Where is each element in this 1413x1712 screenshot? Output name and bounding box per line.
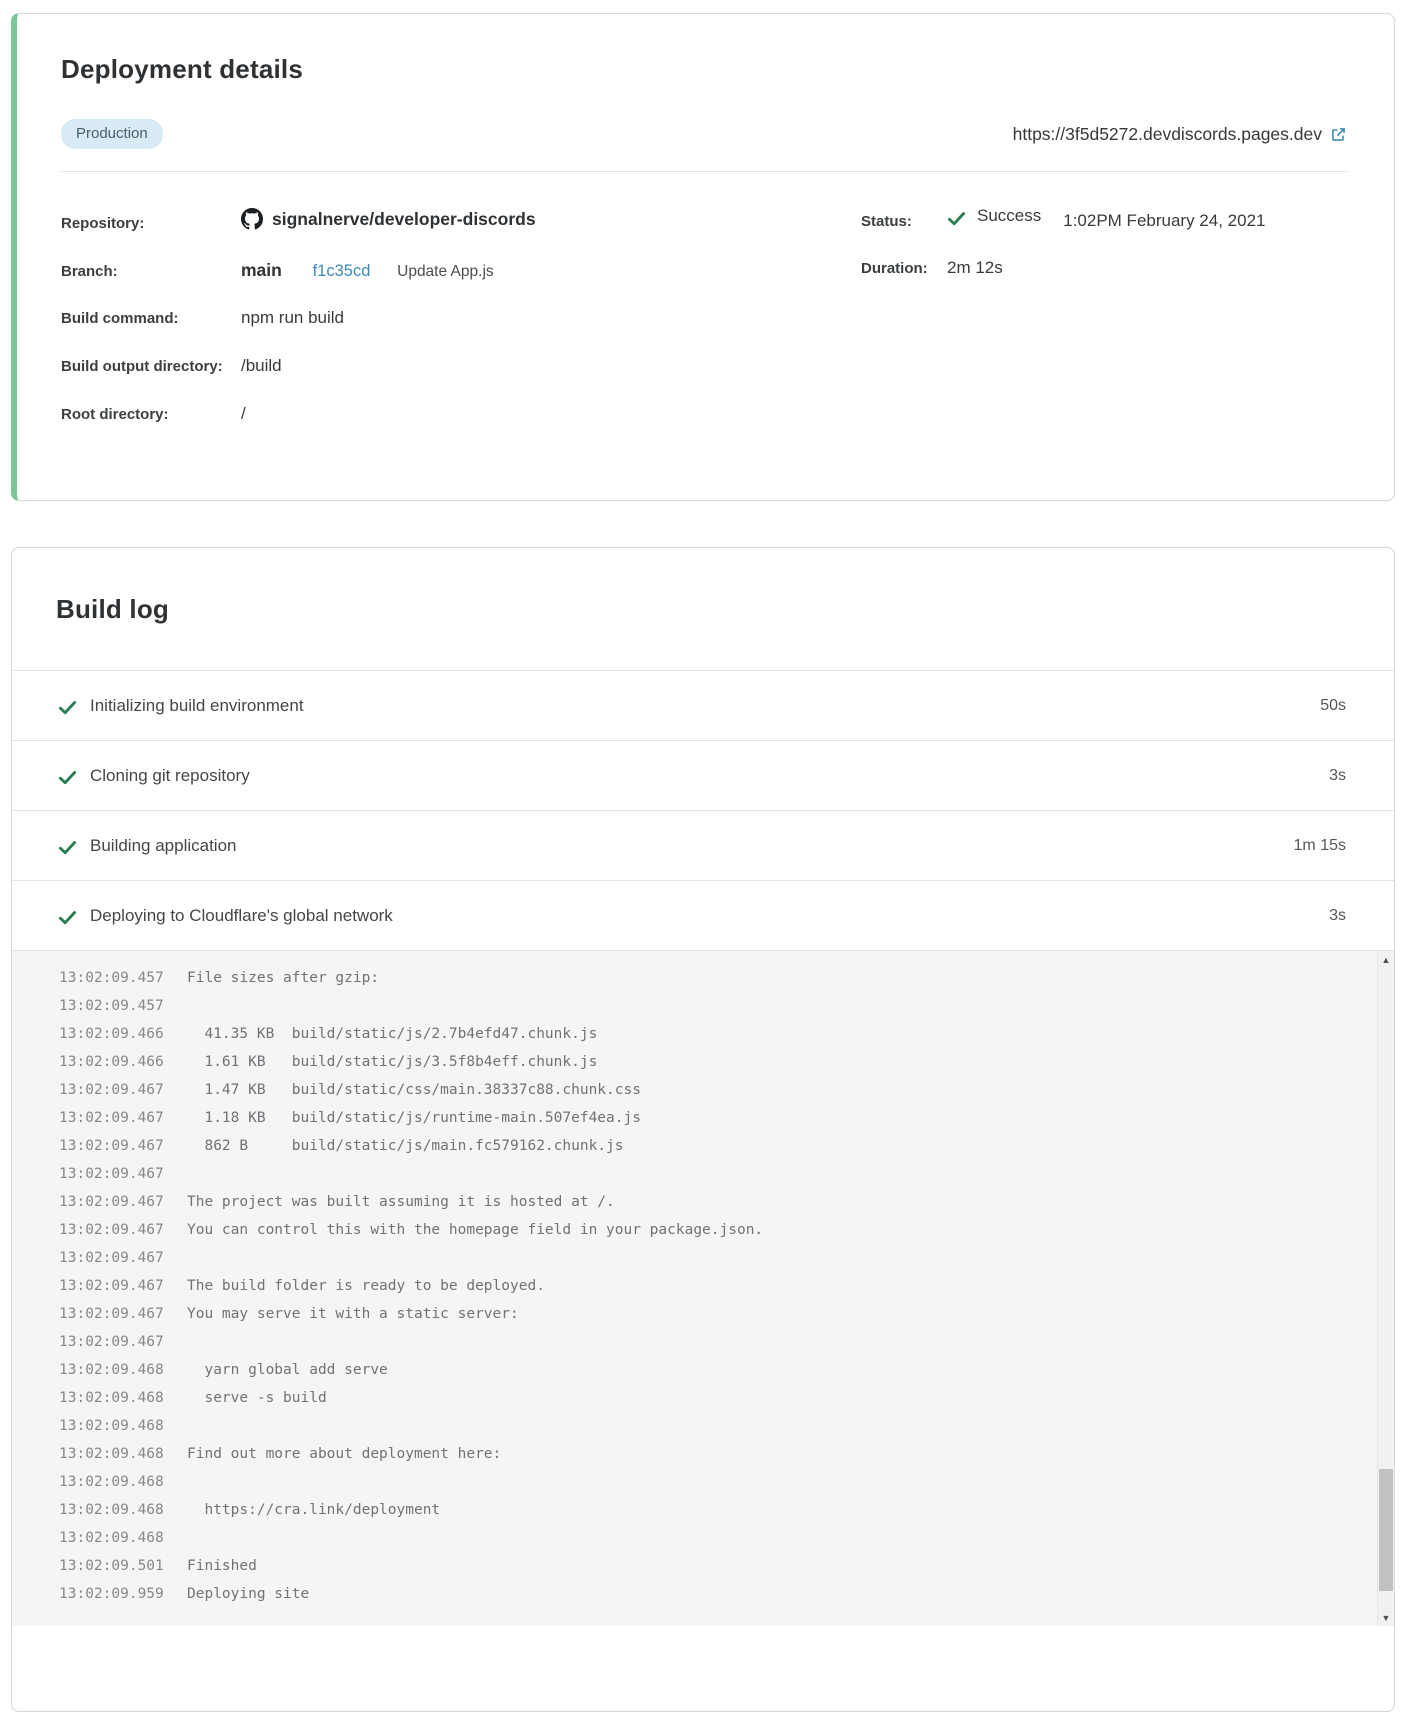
log-line <box>59 1272 1364 1300</box>
duration-value: 2m 12s <box>947 257 1003 277</box>
stage-label: Building application <box>90 835 237 855</box>
log-message: serve -s build <box>187 1390 327 1406</box>
log-message: Finished <box>187 1558 257 1574</box>
root-directory-value: / <box>241 404 246 423</box>
root-directory-row <box>61 404 861 425</box>
log-message: 41.35 KB build/static/js/2.7b4efd47.chunk.js <box>187 1026 598 1042</box>
log-line <box>59 1048 1364 1076</box>
log-timestamp: 13:02:09.467 <box>59 1166 164 1182</box>
stage-label: Initializing build environment <box>90 695 304 715</box>
duration-row <box>861 258 1347 278</box>
stage-left <box>58 696 304 716</box>
log-line <box>59 1104 1364 1132</box>
log-line <box>59 1356 1364 1384</box>
log-line <box>59 1188 1364 1216</box>
log-message: File sizes after gzip: <box>187 970 380 986</box>
log-message: The build folder is ready to be deployed. <box>187 1278 545 1294</box>
repository-label: Repository: <box>61 215 145 232</box>
build-output-row <box>61 356 861 377</box>
stage-duration: 3s <box>1329 766 1346 784</box>
log-line <box>59 1440 1364 1468</box>
branch-label: Branch: <box>61 263 118 280</box>
status-row <box>861 206 1347 231</box>
log-line <box>59 1496 1364 1524</box>
deployment-url-link[interactable] <box>1013 124 1347 145</box>
status-text: Success <box>977 206 1042 225</box>
log-message: Deploying site <box>187 1586 310 1602</box>
stage-left <box>58 906 393 926</box>
console-scrollbar[interactable] <box>1377 951 1394 1626</box>
log-timestamp: 13:02:09.466 <box>59 1054 164 1070</box>
log-message: 1.47 KB build/static/css/main.38337c88.chunk.css <box>187 1082 641 1098</box>
log-timestamp: 13:02:09.959 <box>59 1586 164 1602</box>
page-title: Deployment details <box>61 54 303 84</box>
log-line <box>59 1552 1364 1580</box>
stage-check-icon <box>58 698 77 717</box>
log-timestamp: 13:02:09.467 <box>59 1110 164 1126</box>
scrollbar-up-arrow[interactable]: ▲ <box>1381 954 1391 965</box>
log-message: You may serve it with a static server: <box>187 1306 519 1322</box>
root-directory-label: Root directory: <box>61 406 169 423</box>
commit-message: Update App.js <box>397 263 494 280</box>
build-stage-row[interactable] <box>12 670 1394 740</box>
log-timestamp: 13:02:09.467 <box>59 1138 164 1154</box>
build-log-console[interactable] <box>12 950 1394 1626</box>
status-value <box>947 206 1041 226</box>
stage-check-icon <box>58 768 77 787</box>
log-line <box>59 964 1364 992</box>
log-line <box>59 1160 1364 1188</box>
log-line <box>59 1328 1364 1356</box>
log-line <box>59 1020 1364 1048</box>
commit-hash-link[interactable]: f1c35cd <box>312 262 371 280</box>
build-log-lines <box>12 951 1394 1622</box>
success-check-icon <box>947 209 966 228</box>
log-message: The project was built assuming it is hosted at /. <box>187 1194 615 1210</box>
deployment-details-card <box>11 13 1395 501</box>
log-timestamp: 13:02:09.468 <box>59 1474 164 1490</box>
log-timestamp: 13:02:09.468 <box>59 1530 164 1546</box>
log-timestamp: 13:02:09.467 <box>59 1250 164 1266</box>
duration-label: Duration: <box>861 259 928 277</box>
log-timestamp: 13:02:09.468 <box>59 1362 164 1378</box>
log-timestamp: 13:02:09.466 <box>59 1026 164 1042</box>
scrollbar-thumb[interactable] <box>1379 1469 1393 1591</box>
build-stages-list <box>12 670 1394 950</box>
stage-label: Deploying to Cloudflare's global network <box>90 905 393 925</box>
log-line <box>59 1076 1364 1104</box>
external-link-icon <box>1330 126 1347 143</box>
log-timestamp: 13:02:09.468 <box>59 1418 164 1434</box>
log-timestamp: 13:02:09.467 <box>59 1222 164 1238</box>
stage-check-icon <box>58 908 77 927</box>
build-stage-row[interactable] <box>12 880 1394 950</box>
log-timestamp: 13:02:09.501 <box>59 1558 164 1574</box>
log-timestamp: 13:02:09.467 <box>59 1194 164 1210</box>
github-icon <box>241 208 263 235</box>
deployment-url: https://3f5d5272.devdiscords.pages.dev <box>1012 123 1322 144</box>
log-message: You can control this with the homepage field in your package.json. <box>187 1222 764 1238</box>
log-message: 1.18 KB build/static/js/runtime-main.507ef4ea.js <box>187 1110 641 1126</box>
log-message: 1.61 KB build/static/js/3.5f8b4eff.chunk.js <box>187 1054 598 1070</box>
log-line <box>59 1468 1364 1496</box>
build-output-label: Build output directory: <box>61 358 223 375</box>
status-label: Status: <box>861 212 912 230</box>
log-line <box>59 1384 1364 1412</box>
stage-check-icon <box>58 838 77 857</box>
stage-left <box>58 836 237 856</box>
log-timestamp: 13:02:09.467 <box>59 1278 164 1294</box>
log-message: Find out more about deployment here: <box>187 1446 502 1462</box>
build-command-label: Build command: <box>61 310 179 327</box>
build-command-row <box>61 308 861 329</box>
build-stage-row[interactable] <box>12 740 1394 810</box>
log-timestamp: 13:02:09.468 <box>59 1446 164 1462</box>
log-timestamp: 13:02:09.457 <box>59 970 164 986</box>
log-timestamp: 13:02:09.457 <box>59 998 164 1014</box>
log-timestamp: 13:02:09.467 <box>59 1306 164 1322</box>
log-line <box>59 1524 1364 1552</box>
log-line <box>59 992 1364 1020</box>
deployment-details-right <box>861 206 1347 452</box>
log-timestamp: 13:02:09.467 <box>59 1334 164 1350</box>
log-timestamp: 13:02:09.467 <box>59 1082 164 1098</box>
build-output-value: /build <box>241 356 282 375</box>
environment-row <box>61 119 1347 172</box>
log-line <box>59 1244 1364 1272</box>
log-line <box>59 1216 1364 1244</box>
log-timestamp: 13:02:09.468 <box>59 1502 164 1518</box>
log-line <box>59 1580 1364 1608</box>
stage-duration: 50s <box>1320 696 1346 714</box>
log-message: yarn global add serve <box>187 1362 388 1378</box>
branch-value <box>241 260 494 281</box>
repository-name: signalnerve/developer-discords <box>272 209 536 229</box>
stage-label: Cloning git repository <box>90 765 250 785</box>
log-line <box>59 1132 1364 1160</box>
log-line <box>59 1300 1364 1328</box>
log-timestamp: 13:02:09.468 <box>59 1390 164 1406</box>
deployment-details-left <box>61 206 861 452</box>
build-log-title: Build log <box>56 594 169 624</box>
log-line <box>59 1412 1364 1440</box>
branch-row <box>61 260 861 281</box>
build-stage-row[interactable] <box>12 810 1394 880</box>
build-log-card <box>11 547 1395 1712</box>
stage-left <box>58 766 250 786</box>
stage-duration: 1m 15s <box>1293 836 1346 854</box>
repository-link[interactable] <box>241 206 536 233</box>
log-message: 862 B build/static/js/main.fc579162.chunk.js <box>187 1138 624 1154</box>
scrollbar-down-arrow[interactable]: ▼ <box>1381 1612 1391 1623</box>
environment-badge: Production <box>61 119 163 149</box>
status-timestamp: 1:02PM February 24, 2021 <box>1063 210 1266 230</box>
branch-name: main <box>241 260 282 280</box>
deployment-details-body <box>61 206 1347 452</box>
log-message: https://cra.link/deployment <box>187 1502 441 1518</box>
repository-row <box>61 206 861 233</box>
build-command-value: npm run build <box>241 308 345 327</box>
stage-duration: 3s <box>1329 906 1346 924</box>
